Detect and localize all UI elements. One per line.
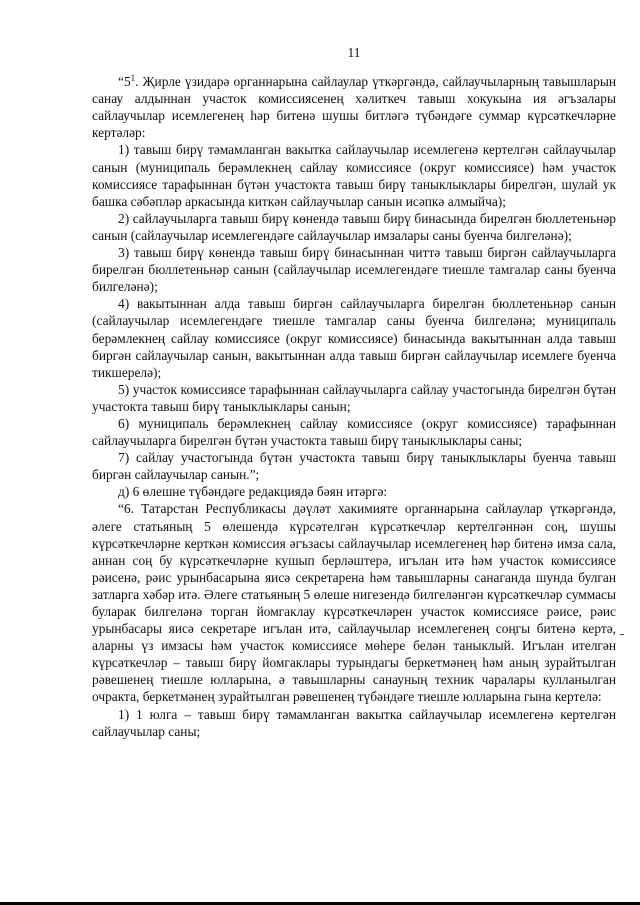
list-item-line-1: 1) 1 юлга – тавыш бирү тәмамланган вакытка сайлаучылар исемлегенә кертелгән сайлаучылар саны; (92, 706, 616, 739)
paragraph-article-5-1 (92, 73, 616, 141)
document-page (92, 44, 616, 740)
paragraph-lead: “5 (118, 74, 131, 90)
list-item-6: 6) муниципаль берәмлекнең сайлау комиссиясе (округ комиссиясе) тарафыннан сайлаучыларга бирелгән бүтән участокта тавыш бирү таныклыклары саны; (92, 415, 616, 449)
page-number: 11 (347, 45, 361, 60)
paragraph-body: . Җирле үзидарә органнарына сайлаулар үткәргәндә, сайлаучыларның тавышларын санау алдыннан участок комиссиясенең хәлиткеч тавыш хокукына ия әгъзалары сайлаучылар исемлегенең һәр битенә шушы битләгә түбәндәге суммар күрсәткечләрне кертәләр: (92, 74, 616, 141)
superscript-mark: 1 (130, 73, 136, 84)
amendment-heading: д) 6 өлешне түбәндәге редакциядә бәян итәргә: (118, 484, 388, 500)
paragraph-article-6: “6. Татарстан Республикасы дәүләт хакимияте органнарына сайлаулар үткәргәндә, әлеге статьяның 5 өлешендә күрсәтелгән күрсәткечләр кертелгәннән соң, шушы күрсәткечләрне керткән комиссия әгъзасы сайлаучылар исемлегенең һәр битенә имза сала, аннан соң бу күрсәткечләрне кушып берләштерә, игълан итә һәм участок комиссиясе рәисенә, рәис урынбасарына яисә секретарена һәм тавышларны санаганда шунда булган затларга хәбәр итә. Әлеге статьяның 5 өлеше нигезендә билгеләнгән күрсәткечләр суммасы буларак билгеләнә торган йомгаклау күрсәткечләрен участок комиссиясе рәисе, рәис урынбасары яисә секретаре игълан итә, сайлаучылар исемлегенең соңгы битенә кертә, аларны үз имзасы һәм участок комиссиясе мөһере белән таныклый. Игълан ителгән күрсәткечләр – тавыш бирү йомгаклары турындагы беркетмәнең һәм аның зурайтылган рәвешенең тиешле юлларына, ә тавышларны санауның техник чаралары кулланылган очракта, беркетмәнең зурайтылган рәвешенең түбәндәге тиешле юлларына гына кертелә: (92, 501, 616, 705)
list-item-7: 7) сайлау участогында бүтән участокта тавыш бирү таныклыклары буенча тавыш биргән сайлаучылар санын.”; (92, 450, 616, 483)
scan-mark (620, 634, 624, 635)
list-item-5: 5) участок комиссиясе тарафыннан сайлаучыларга сайлау участогында бирелгән бүтән участокта тавыш бирү таныклыклары санын; (92, 381, 616, 414)
list-item-4: 4) вакытыннан алда тавыш биргән сайлаучыларга бирелгән бюллетеньнәр санын (сайлаучылар исемлегендәге тиешле тамгалар саны буенча билгеләнә; муниципаль берәмлекнең сайлау комиссиясе (округ комиссиясе) бинасында вакытыннан алда тавыш биргән сайлаучылар санын, вакытыннан алда тавыш биргән сайлаучылар исемлеге буенча тикшерелә); (92, 296, 616, 380)
list-item-2: 2) сайлаучыларга тавыш бирү көнендә тавыш бирү бинасында бирелгән бюллетеньнәр санын (сайлаучылар исемлегендәге сайлаучылар имзалары саны буенча билгеләнә); (92, 210, 616, 243)
list-item-1: 1) тавыш бирү тәмамланган вакытка сайлаучылар исемлегенә кертелгән сайлаучылар санын (муниципаль берәмлекнең сайлау комиссиясе (округ комиссиясе) һәм участок комиссиясе тарафыннан бүтән участокта тавыш бирү таныклыклары бирелгән, шулай ук башка сәбәпләр аркасында киткән сайлаучылар санын исәпкә алмыйча); (92, 142, 616, 209)
list-item-3: 3) тавыш бирү көнендә тавыш бирү бинасыннан читтә тавыш биргән сайлаучыларга бирелгән бюллетеньнәр санын (сайлаучылар исемлегендәге тиешле тамгалар саны буенча билгеләнә); (92, 245, 616, 295)
